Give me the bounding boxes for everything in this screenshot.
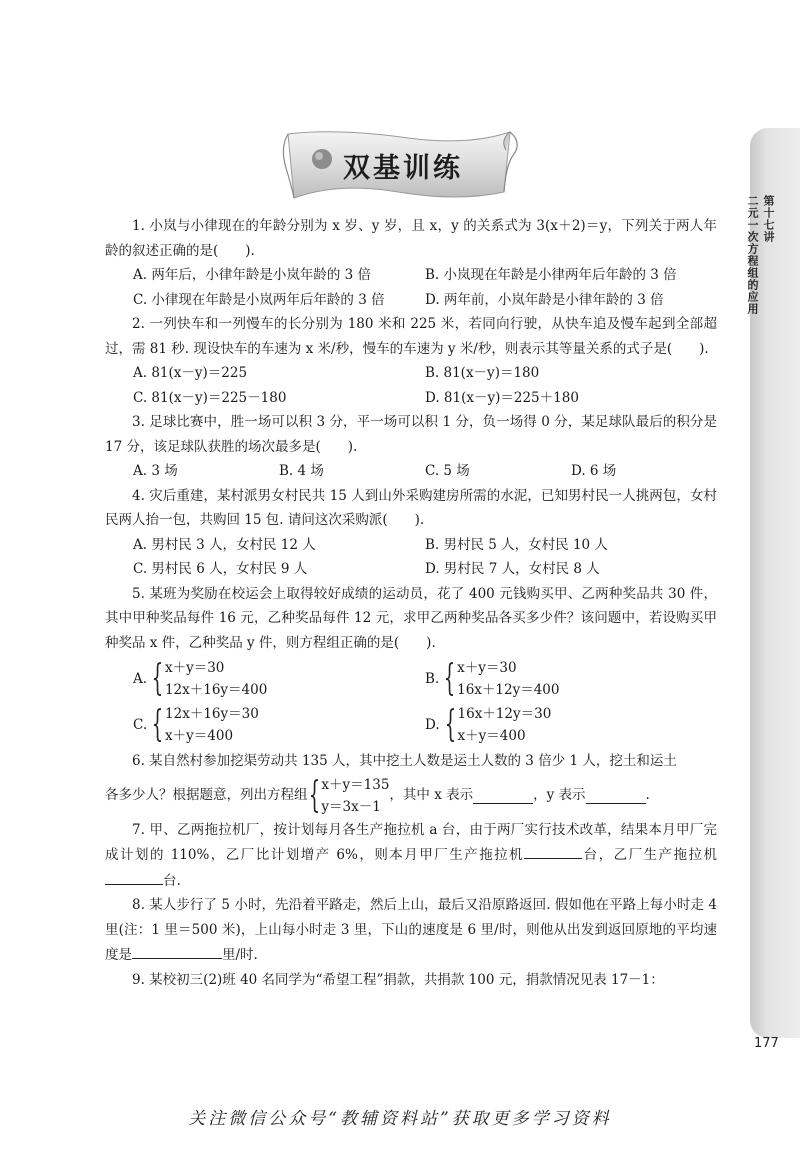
q1-options bbox=[105, 263, 717, 312]
q6-blank-y[interactable] bbox=[586, 787, 646, 804]
q5-stem: 5. 某班为奖励在校运会上取得较好成绩的运动员，花了 400 元钱购买甲、乙两种奖品共 30 件，其中甲种奖品每件 16 元，乙种奖品每件 12 元，求甲乙两种奖品各买多少件？该问题中，若设购买甲种奖品 x 件，乙种奖品 y 件，则方程组正确的是( ). bbox=[105, 585, 717, 651]
q8-blank[interactable] bbox=[132, 942, 222, 959]
q8-part1: 8. 某人步行了 5 小时，先沿着平路走，然后上山，最后又沿原路返回. 假如他在平路上每小时走 4 里(注：1 里＝500 米)，上山每小时走 3 里，下山的速度是 6 里/时，则他从出发到返回原地的平均速度是 bbox=[105, 897, 717, 963]
brace-icon: { bbox=[443, 658, 456, 699]
q5-b-label: B. bbox=[425, 670, 440, 687]
q3-options bbox=[105, 459, 717, 484]
brace-icon: { bbox=[151, 658, 164, 699]
page-number: 177 bbox=[754, 1036, 779, 1051]
q5-a-eq1: x＋y＝30 bbox=[164, 660, 225, 676]
q2-option-a: A. 81(x－y)＝225 bbox=[133, 365, 248, 381]
footer-note: 关注微信公众号“教辅资料站”获取更多学习资料 bbox=[188, 1109, 612, 1129]
q1-option-c: C. 小律现在年龄是小岚两年后年龄的 3 倍 bbox=[133, 291, 385, 308]
q2-option-c: C. 81(x－y)＝225－180 bbox=[133, 389, 287, 406]
brace-icon: { bbox=[444, 704, 456, 745]
q3-option-d: D. 6 场 bbox=[571, 463, 617, 479]
q8-text bbox=[105, 893, 717, 968]
q6-stem: 6. 某自然村参加挖渠劳动共 135 人，其中挖土人数是运土人数的 3 倍少 1 人，挖土和运土 bbox=[132, 753, 677, 769]
q6-mid2: ，y 表示 bbox=[533, 787, 586, 804]
q7-blank-1[interactable] bbox=[524, 842, 582, 859]
q4-option-b: B. 男村民 5 人，女村民 10 人 bbox=[425, 536, 608, 553]
q1-option-d: D. 两年前，小岚年龄是小律年龄的 3 倍 bbox=[425, 291, 664, 308]
q5-c-eq1: 12x＋16y＝30 bbox=[165, 706, 259, 722]
q6-end: . bbox=[645, 787, 650, 804]
q3-stem: 3. 足球比赛中，胜一场可以积 3 分，平一场可以积 1 分，负一场得 0 分，某足球队最后的积分是 17 分，该足球队获胜的场次最多是( ). bbox=[105, 414, 717, 455]
section-title: 双基训练 bbox=[343, 153, 463, 184]
q2-option-d: D. 81(x－y)＝225＋180 bbox=[425, 389, 579, 406]
q1-option-a: A. 两年后，小律年龄是小岚年龄的 3 倍 bbox=[133, 267, 372, 283]
q6-mid: ，其中 x 表示 bbox=[389, 787, 474, 804]
q7-blank-2[interactable] bbox=[105, 868, 163, 885]
q5-option-b bbox=[425, 657, 717, 701]
q7-text bbox=[105, 818, 717, 894]
q9-stem: 9. 某校初三(2)班 40 名同学为“希望工程”捐款，共捐款 100 元，捐款情况见表 17－1： bbox=[132, 971, 664, 988]
q2-option-b: B. 81(x－y)＝180 bbox=[425, 365, 540, 381]
q5-b-eq2: 16x＋12y＝400 bbox=[457, 682, 560, 698]
q5-c-eq2: x＋y＝400 bbox=[165, 728, 234, 744]
lecture-label: 第十七讲 bbox=[762, 195, 775, 243]
q4-option-a: A. 男村民 3 人，女村民 12 人 bbox=[133, 536, 316, 553]
q1-option-b: B. 小岚现在年龄是小律两年后年龄的 3 倍 bbox=[425, 267, 677, 283]
side-tab-text bbox=[746, 195, 776, 315]
q5-d-label: D. bbox=[425, 716, 440, 733]
q6-blank-x[interactable] bbox=[473, 787, 533, 804]
q7-part2: 台，乙厂生产拖拉机 bbox=[582, 847, 718, 863]
q8-part2: 里/时. bbox=[222, 947, 258, 963]
q5-options-row2 bbox=[105, 703, 717, 747]
q1-stem: 1. 小岚与小律现在的年龄分别为 x 岁、y 岁，且 x，y 的关系式为 3(x＋2)＝y，下列关于两人年龄的叙述正确的是( ). bbox=[105, 218, 717, 259]
q4-option-d: D. 男村民 7 人，女村民 8 人 bbox=[425, 561, 600, 577]
q4-option-c: C. 男村民 6 人，女村民 9 人 bbox=[133, 561, 308, 577]
q2-options bbox=[105, 361, 717, 410]
q6-system-line bbox=[105, 774, 717, 818]
exercise-content bbox=[105, 214, 717, 992]
q5-a-eq2: 12x＋16y＝400 bbox=[164, 682, 268, 698]
q5-d-eq1: 16x＋12y＝30 bbox=[457, 706, 552, 722]
q5-a-label: A. bbox=[133, 670, 148, 687]
q5-options-row1 bbox=[105, 657, 717, 701]
q6-eq2: y＝3x－1 bbox=[321, 798, 381, 815]
q6-eq1: x＋y＝135 bbox=[321, 776, 390, 793]
q5-option-d bbox=[425, 703, 717, 747]
q5-c-label: C. bbox=[133, 716, 148, 733]
topic-label: 二元一次方程组的应用 bbox=[746, 195, 759, 315]
q3-option-a: A. 3 场 bbox=[133, 463, 178, 479]
q2-stem: 2. 一列快车和一列慢车的长分别为 180 米和 225 米，若同向行驶，从快车追及慢车起到全部超过，需 81 秒. 现设快车的车速为 x 米/秒，慢车的车速为 y 米/秒，则表示其等量关系的式子是( ). bbox=[105, 316, 717, 357]
q3-option-b: B. 4 场 bbox=[279, 463, 324, 479]
q5-d-eq2: x＋y＝400 bbox=[457, 728, 526, 744]
bullet-icon bbox=[312, 149, 332, 169]
brace-icon: { bbox=[151, 704, 164, 745]
q5-option-a bbox=[133, 657, 425, 701]
q4-stem: 4. 灾后重建，某村派男女村民共 15 人到山外采购建房所需的水泥，已知男村民一人挑两包，女村民两人抬一包，共购回 15 包. 请问这次采购派( ). bbox=[105, 487, 717, 528]
q7-part1: 7. 甲、乙两拖拉机厂，按计划每月各生产拖拉机 a 台，由于两厂实行技术改革，结果本月甲厂完成计划的 110%，乙厂比计划增产 6%，则本月甲厂生产拖拉机 bbox=[105, 821, 717, 863]
brace-icon: { bbox=[308, 774, 320, 816]
q3-option-c: C. 5 场 bbox=[425, 463, 470, 479]
q6-lead: 各多少人？根据题意，列出方程组 bbox=[105, 787, 308, 804]
q7-part3: 台. bbox=[163, 872, 181, 889]
q4-options bbox=[105, 533, 717, 582]
q5-option-c bbox=[133, 703, 425, 747]
q5-b-eq1: x＋y＝30 bbox=[457, 660, 517, 676]
